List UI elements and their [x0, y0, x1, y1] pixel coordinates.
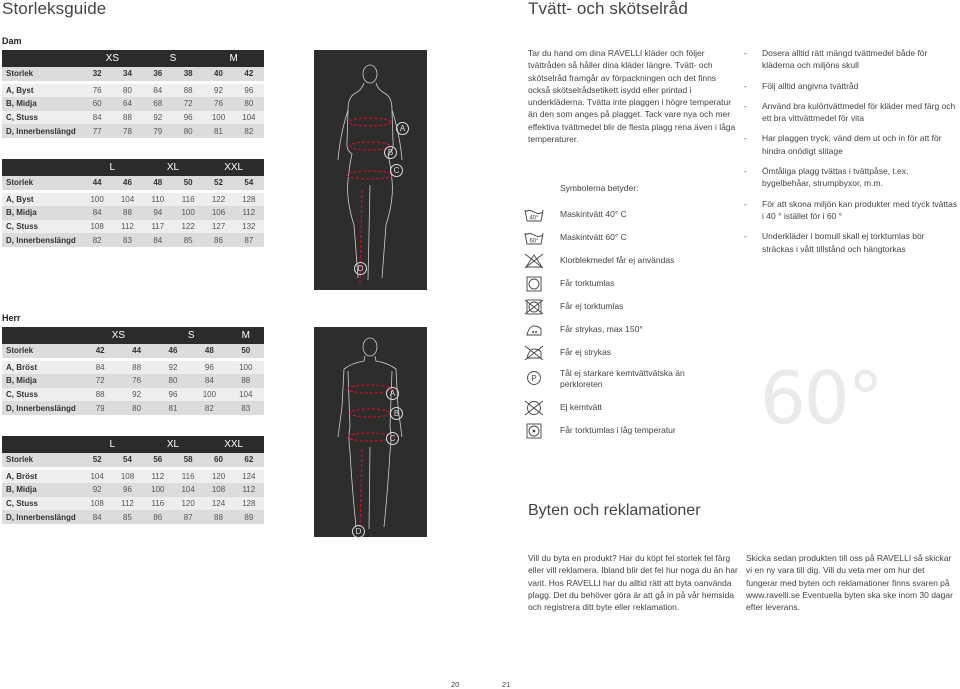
care-symbol-text: Ej kemtvätt — [560, 402, 603, 412]
care-symbol-text: Maskintvätt 60° C — [560, 232, 627, 242]
care-tip — [744, 100, 958, 125]
table-cell: 86 — [203, 233, 233, 247]
table-cell: 112 — [143, 470, 173, 484]
table-cell: 127 — [203, 220, 233, 234]
table-cell: 132 — [234, 220, 264, 234]
table-cell: 96 — [155, 388, 191, 402]
bullet-dash: - — [744, 166, 747, 177]
label-b: B — [384, 146, 397, 159]
table-row — [2, 84, 264, 98]
table-cell: 87 — [234, 233, 264, 247]
men-size-table-2 — [2, 436, 264, 524]
table-cell: 88 — [118, 361, 154, 375]
no-bleach-icon — [524, 253, 544, 269]
table-cell: 52 — [203, 176, 233, 190]
table-row — [2, 176, 264, 190]
table-cell: 94 — [143, 206, 173, 220]
care-tip-text: Underkläder i bomull skall ej torktumlas bör sträckas i vått tillstånd och hängtorkas — [762, 231, 925, 254]
men-size-table-1 — [2, 327, 264, 415]
table-row — [2, 67, 264, 81]
table-cell: 112 — [112, 220, 142, 234]
table-cell: 76 — [203, 97, 233, 111]
row-label: B, Midja — [2, 374, 82, 388]
row-label: D, Innerbenslängd — [2, 510, 82, 524]
bullet-dash: - — [744, 80, 747, 91]
care-symbol-row — [524, 205, 724, 225]
table-cell: 89 — [234, 510, 264, 524]
table-cell: 100 — [173, 206, 203, 220]
table-cell: 79 — [82, 401, 118, 415]
table-cell: 96 — [173, 111, 203, 125]
table-cell: 87 — [173, 510, 203, 524]
table-cell: 88 — [228, 374, 264, 388]
size-group-label: XXL — [203, 436, 264, 453]
care-symbol-row — [524, 320, 724, 340]
table-row — [2, 111, 264, 125]
table-cell: 88 — [173, 84, 203, 98]
care-tip-text: För att skona miljön kan produkter med tryck tvättas i 40 ° istället för i 60 ° — [762, 198, 958, 221]
table-cell: 100 — [228, 361, 264, 375]
row-label: Storlek — [2, 176, 82, 190]
table-cell: 112 — [112, 497, 142, 511]
care-symbol-text: Får torktumlas i låg temperatur — [560, 425, 676, 435]
returns-text-col1: Vill du byta en produkt? Har du köpt fel storlek fel färg eller vill reklamera. Ibland blir det fel hur noga du än har varit. Hos RAVELLI har du alltid rätt att byta oanvända plagg. Det du behöver göra är att gå in på vår hemsida och registrera ditt byte eller reklamation. — [528, 553, 738, 613]
table-cell: 44 — [118, 344, 154, 358]
table-cell: 108 — [82, 220, 112, 234]
size-group-label: XS — [82, 50, 143, 67]
table-cell: 84 — [191, 374, 227, 388]
women-size-table-1 — [2, 50, 264, 138]
care-intro: Tar du hand om dina RAVELLI kläder och följer tvättråden så håller dina kläder längre. Tvätt- och skötselråd framgår av förpackningen och det finns också skötselrådsetikett isydd eller printad i underkläderna. Tvätta inte plaggen i högre temperatur än den som anges på plagget. Tack vare nya och mer effektiva tvättmedel blir de flesta plagg rena även i låga temperaturer. — [528, 48, 736, 145]
table-cell: 92 — [143, 111, 173, 125]
size-group-label: S — [143, 50, 204, 67]
table-row — [2, 220, 264, 234]
care-symbol-row — [524, 398, 724, 418]
care-tip-text: Dosera alltid rätt mängd tvättmedel både för kläderna och miljöns skull — [762, 48, 928, 71]
row-label: A, Bröst — [2, 470, 82, 484]
table-cell: 80 — [155, 374, 191, 388]
table-cell: 77 — [82, 124, 112, 138]
care-symbol-row — [524, 343, 724, 363]
table-cell: 96 — [112, 483, 142, 497]
care-tip — [744, 198, 958, 223]
size-group-label: XS — [82, 327, 155, 344]
women-body-figure — [314, 50, 427, 290]
size-group-label: S — [155, 327, 228, 344]
table-cell: 84 — [143, 233, 173, 247]
table-row — [2, 361, 264, 375]
size-group-label: L — [82, 159, 143, 176]
page-number-left: 20 — [451, 680, 460, 689]
care-tip-text: Använd bra kulörtvättmedel för kläder med färg och ett bra vittvättmedel för vita — [762, 100, 956, 124]
table-cell: 110 — [143, 193, 173, 207]
row-label: A, Byst — [2, 193, 82, 207]
label-c: C — [386, 432, 399, 445]
table-cell: 83 — [112, 233, 142, 247]
table-cell: 104 — [234, 111, 264, 125]
table-cell: 60 — [203, 453, 233, 467]
size-group-label: XXL — [203, 159, 264, 176]
table-cell: 108 — [203, 483, 233, 497]
size-group-label: M — [203, 50, 264, 67]
table-cell: 80 — [234, 97, 264, 111]
symbols-heading: Symbolerna betyder: — [560, 183, 639, 193]
table-cell: 76 — [82, 84, 112, 98]
tumble-dry-low-icon — [524, 423, 544, 439]
table-cell: 92 — [203, 84, 233, 98]
care-tip — [744, 132, 958, 157]
table-cell: 100 — [203, 111, 233, 125]
table-cell: 108 — [112, 470, 142, 484]
table-cell: 38 — [173, 67, 203, 81]
returns-text-col2: Skicka sedan produkten till oss på RAVELLI så skickar vi en ny vara till dig. Vill du veta mer om hur det fungerar med byten och reklamationer finns svaren på www.ravelli.se Eventuella byten ska ske inom 30 dagar efter leverans. — [746, 553, 953, 613]
size-group-label: M — [228, 327, 264, 344]
table-cell: 92 — [82, 483, 112, 497]
table-cell: 34 — [112, 67, 142, 81]
table-cell: 40 — [203, 67, 233, 81]
no-dry-clean-icon — [524, 400, 544, 416]
table-cell: 60 — [82, 97, 112, 111]
table-cell: 80 — [112, 84, 142, 98]
returns-title: Byten och reklamationer — [528, 502, 701, 519]
label-d: D — [354, 262, 367, 275]
table-cell: 62 — [234, 453, 264, 467]
row-label: B, Midja — [2, 97, 82, 111]
care-symbol-text: Maskintvätt 40° C — [560, 209, 627, 219]
size-group-label: L — [82, 436, 143, 453]
table-cell: 79 — [143, 124, 173, 138]
size-group-label: XL — [143, 436, 204, 453]
row-label: C, Stuss — [2, 497, 82, 511]
table-cell: 88 — [82, 388, 118, 402]
care-symbol-text: Får torktumlas — [560, 278, 615, 288]
table-cell: 124 — [234, 470, 264, 484]
care-tip — [744, 230, 958, 255]
table-cell: 100 — [82, 193, 112, 207]
table-cell: 83 — [228, 401, 264, 415]
table-cell: 84 — [82, 206, 112, 220]
svg-text:60°: 60° — [529, 238, 539, 245]
care-tip — [744, 47, 958, 72]
row-label: Storlek — [2, 67, 82, 81]
table-cell: 112 — [234, 483, 264, 497]
bullet-dash: - — [744, 100, 747, 111]
table-row — [2, 193, 264, 207]
table-cell: 42 — [234, 67, 264, 81]
women-section-label: Dam — [2, 36, 22, 46]
row-label: D, Innerbenslängd — [2, 233, 82, 247]
table-cell: 86 — [143, 510, 173, 524]
row-label: C, Stuss — [2, 111, 82, 125]
table-row — [2, 344, 264, 358]
row-label: C, Stuss — [2, 220, 82, 234]
no-iron-icon — [524, 345, 544, 361]
care-symbol-row — [524, 297, 724, 317]
table-cell: 104 — [112, 193, 142, 207]
table-cell: 117 — [143, 220, 173, 234]
table-cell: 122 — [173, 220, 203, 234]
label-b: B — [390, 407, 403, 420]
row-label: C, Stuss — [2, 388, 82, 402]
care-title: Tvätt- och skötselråd — [528, 0, 688, 18]
table-row — [2, 401, 264, 415]
table-cell: 52 — [82, 453, 112, 467]
table-cell: 88 — [112, 111, 142, 125]
table-cell: 88 — [112, 206, 142, 220]
table-cell: 50 — [173, 176, 203, 190]
care-symbol-row — [524, 274, 724, 294]
care-symbol-row — [524, 228, 724, 248]
care-tip-text: Ömtåliga plagg tvättas i tvättpåse, t.ex. bygelbehåar, strumpbyxor, m.m. — [762, 166, 909, 189]
table-row — [2, 374, 264, 388]
watermark-60: 60° — [760, 356, 882, 440]
bullet-dash: - — [744, 48, 747, 58]
size-group-header — [2, 436, 264, 453]
table-cell: 96 — [234, 84, 264, 98]
table-cell: 116 — [173, 470, 203, 484]
care-symbol-text: Får ej torktumlas — [560, 301, 624, 311]
table-cell: 64 — [112, 97, 142, 111]
table-cell: 80 — [118, 401, 154, 415]
row-label: D, Innerbenslängd — [2, 401, 82, 415]
table-cell: 48 — [191, 344, 227, 358]
label-c: C — [390, 164, 403, 177]
table-row — [2, 388, 264, 402]
wash-60-icon — [524, 230, 544, 246]
table-cell: 68 — [143, 97, 173, 111]
row-label: Storlek — [2, 344, 82, 358]
wash-40-icon — [524, 207, 544, 223]
care-tip — [744, 165, 958, 190]
table-cell: 128 — [234, 497, 264, 511]
table-cell: 120 — [173, 497, 203, 511]
women-size-table-2 — [2, 159, 264, 247]
row-label: B, Midja — [2, 483, 82, 497]
table-row — [2, 483, 264, 497]
men-body-figure — [314, 327, 427, 537]
table-row — [2, 470, 264, 484]
label-a: A — [396, 122, 409, 135]
care-tip — [744, 80, 958, 92]
table-cell: 82 — [82, 233, 112, 247]
table-cell: 46 — [155, 344, 191, 358]
table-row — [2, 497, 264, 511]
care-symbol-text: Får ej strykas — [560, 347, 612, 357]
table-row — [2, 97, 264, 111]
svg-text:40°: 40° — [529, 215, 539, 222]
table-row — [2, 124, 264, 138]
table-cell: 85 — [112, 510, 142, 524]
row-label: Storlek — [2, 453, 82, 467]
table-cell: 50 — [228, 344, 264, 358]
women-silhouette-svg — [314, 50, 427, 290]
table-cell: 48 — [143, 176, 173, 190]
care-tip-text: Har plaggen tryck, vänd dem ut och in för att för hindra onödigt slitage — [762, 133, 942, 156]
table-cell: 54 — [112, 453, 142, 467]
size-group-header — [2, 50, 264, 67]
size-group-header — [2, 327, 264, 344]
size-guide-title: Storleksguide — [2, 0, 107, 18]
bullet-dash: - — [744, 198, 747, 209]
table-cell: 81 — [203, 124, 233, 138]
table-cell: 100 — [143, 483, 173, 497]
page-number-right: 21 — [502, 680, 511, 689]
table-cell: 84 — [82, 361, 118, 375]
size-group-header — [2, 159, 264, 176]
table-cell: 58 — [173, 453, 203, 467]
row-label: D, Innerbenslängd — [2, 124, 82, 138]
table-cell: 44 — [82, 176, 112, 190]
bullet-dash: - — [744, 231, 747, 242]
table-cell: 84 — [143, 84, 173, 98]
care-tips-list — [744, 47, 958, 263]
no-tumble-dry-icon — [524, 299, 544, 315]
table-cell: 42 — [82, 344, 118, 358]
dry-clean-p-icon — [524, 370, 544, 386]
table-cell: 84 — [82, 510, 112, 524]
table-cell: 36 — [143, 67, 173, 81]
table-row — [2, 233, 264, 247]
men-section-label: Herr — [2, 313, 21, 323]
care-tip-text: Följ alltid angivna tvättråd — [762, 80, 859, 91]
care-symbol-text: Får strykas, max 150° — [560, 324, 643, 334]
table-cell: 78 — [112, 124, 142, 138]
table-cell: 56 — [143, 453, 173, 467]
table-cell: 81 — [155, 401, 191, 415]
table-cell: 72 — [82, 374, 118, 388]
bullet-dash: - — [744, 133, 747, 144]
iron-150-icon — [524, 322, 544, 338]
table-cell: 72 — [173, 97, 203, 111]
care-symbol-row — [524, 421, 724, 441]
care-symbol-text: Tål ej starkare kemtvättvätska än perkloreten — [560, 368, 685, 389]
table-cell: 85 — [173, 233, 203, 247]
table-cell: 112 — [234, 206, 264, 220]
table-row — [2, 206, 264, 220]
table-cell: 76 — [118, 374, 154, 388]
row-label: A, Bröst — [2, 361, 82, 375]
table-cell: 84 — [82, 111, 112, 125]
care-symbol-text: Klorblekmedel får ej användas — [560, 255, 675, 265]
table-cell: 116 — [143, 497, 173, 511]
table-cell: 116 — [173, 193, 203, 207]
table-cell: 128 — [234, 193, 264, 207]
table-cell: 96 — [191, 361, 227, 375]
table-cell: 54 — [234, 176, 264, 190]
table-cell: 82 — [234, 124, 264, 138]
table-cell: 92 — [118, 388, 154, 402]
label-a: A — [386, 387, 399, 400]
men-silhouette-svg — [314, 327, 427, 537]
table-row — [2, 510, 264, 524]
care-symbol-row — [524, 251, 724, 271]
table-row — [2, 453, 264, 467]
care-symbol-row — [524, 368, 724, 388]
table-cell: 108 — [82, 497, 112, 511]
table-cell: 120 — [203, 470, 233, 484]
table-cell: 46 — [112, 176, 142, 190]
row-label: A, Byst — [2, 84, 82, 98]
table-cell: 100 — [191, 388, 227, 402]
table-cell: 104 — [228, 388, 264, 402]
svg-text:P: P — [531, 374, 537, 383]
table-cell: 104 — [173, 483, 203, 497]
table-cell: 122 — [203, 193, 233, 207]
size-group-label: XL — [143, 159, 204, 176]
tumble-dry-icon — [524, 276, 544, 292]
table-cell: 92 — [155, 361, 191, 375]
table-cell: 88 — [203, 510, 233, 524]
table-cell: 82 — [191, 401, 227, 415]
row-label: B, Midja — [2, 206, 82, 220]
label-d: D — [352, 525, 365, 538]
table-cell: 80 — [173, 124, 203, 138]
table-cell: 104 — [82, 470, 112, 484]
table-cell: 106 — [203, 206, 233, 220]
table-cell: 32 — [82, 67, 112, 81]
table-cell: 124 — [203, 497, 233, 511]
